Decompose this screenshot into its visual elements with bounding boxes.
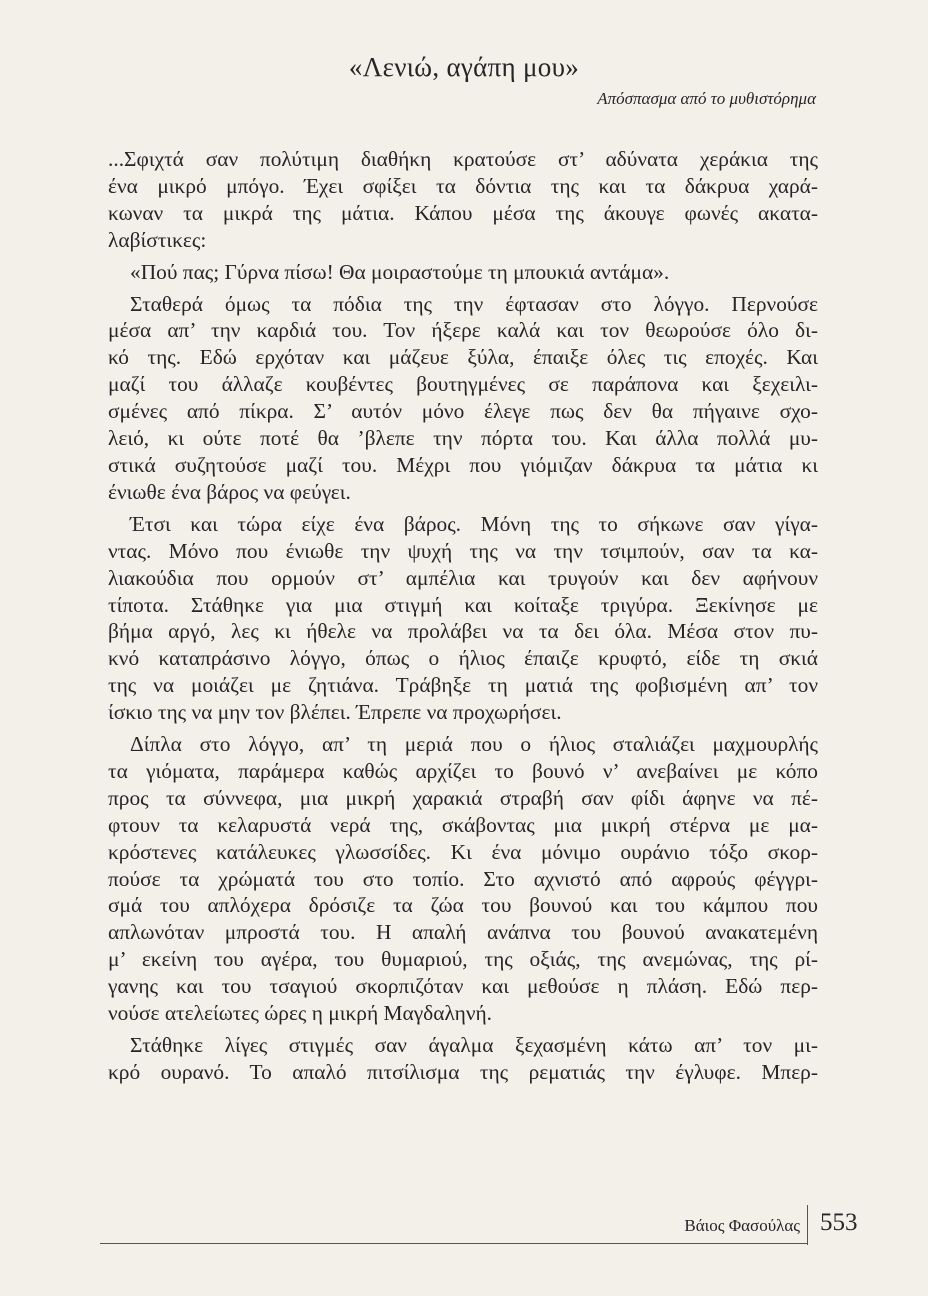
text-line: Δίπλα στο λόγγο, απ’ τη μεριά που ο ήλιος σταλιάζει μαχμουρλής — [130, 732, 818, 757]
text-line: ντας. Μόνο που ένιωθε την ψυχή της να την τσιμπούν, σαν τα κα- — [108, 538, 818, 563]
text-line: γανης και του τσαγιού σκορπιζόταν και μεθούσε η πλάση. Εδώ περ- — [108, 974, 818, 999]
text-line: σμά του απλόχερα δρόσιζε τα ζώα του βουνού και του κάμπου που — [108, 893, 818, 918]
text-line: ένιωθε ένα βάρος να φεύγει. — [108, 479, 351, 504]
footer-author: Βάιος Φασούλας — [684, 1216, 800, 1235]
paragraph — [108, 146, 818, 254]
text-line: τίποτα. Στάθηκε για μια στιγμή και κοίταξε τριγύρα. Ξεκίνησε με — [108, 592, 818, 617]
text-line: «Πού πας; Γύρνα πίσω! Θα μοιραστούμε τη μπουκιά αντάμα». — [130, 259, 670, 284]
text-line: βήμα αργό, λες κι ήθελε να προλάβει να τα δει όλα. Μέσα στον πυ- — [108, 619, 818, 644]
text-line: της να μοιάζει με ζητιάνα. Τράβηξε τη ματιά της φοβισμένη απ’ τον — [108, 673, 818, 698]
text-line: ίσκιο της να μην τον βλέπει. Έπρεπε να προχωρήσει. — [108, 700, 562, 725]
text-line: φτουν τα κελαρυστά νερά της, σκάβοντας μια μικρή στέρνα με μα- — [108, 812, 818, 837]
text-line: λαβίστικες: — [108, 227, 207, 252]
text-line: μαζί του άλλαζε κουβέντες βουτηγμένες σε παράπονα και ξεχειλι- — [108, 372, 818, 397]
text-line: μ’ εκείνη του αγέρα, του θυμαριού, της οξιάς, της ανεμώνας, της ρί- — [108, 947, 818, 972]
text-line: σμένες από πίκρα. Σ’ αυτόν μόνο έλεγε πως δεν θα πήγαινε σχο- — [108, 399, 818, 424]
footer-divider — [807, 1205, 808, 1245]
text-line: μέσα απ’ την καρδιά του. Τον ήξερε καλά και τον θεωρούσε όλο δι- — [108, 318, 818, 343]
paragraph — [108, 1032, 818, 1086]
paragraph — [108, 291, 818, 506]
text-line: ένα μικρό μπόγο. Έχει σφίξει τα δόντια της και τα δάκρυα χαρά- — [108, 173, 818, 198]
page-title: «Λενιώ, αγάπη μου» — [348, 52, 580, 82]
footer-rule — [100, 1243, 808, 1244]
text-line: κωναν τα μικρά της μάτια. Κάπου μέσα της άκουγε φωνές ακατα- — [108, 200, 818, 225]
text-line: απλωνόταν μπροστά του. Η απαλή ανάπνα του βουνού ανακατεμένη — [108, 920, 818, 945]
text-line: λιακούδια που ορμούν στ’ αμπέλια και τρυγούν και δεν αφήνουν — [108, 565, 818, 590]
paragraph — [108, 511, 818, 726]
text-line: κρόστενες κατάλευκες γλωσσίδες. Κι ένα μόνιμο ουράνιο τόξο σκορ- — [108, 839, 818, 864]
text-line: κνό καταπράσινο λόγγο, όπως ο ήλιος έπαιζε κρυφτό, είδε τη σκιά — [108, 646, 818, 671]
text-line: πούσε τα χρώματά του στο τοπίο. Στο αχνιστό από αφρούς φέγγρι- — [108, 866, 818, 891]
text-line: λειό, κι ούτε ποτέ θα ’βλεπε την πόρτα του. Και άλλα πολλά μυ- — [108, 426, 818, 451]
paragraph — [108, 731, 818, 1027]
text-line: τα γιόματα, παράμερα καθώς αρχίζει το βουνό ν’ ανεβαίνει με κόπο — [108, 758, 818, 783]
text-line: νούσε ατελείωτες ώρες η μικρή Μαγδαληνή. — [108, 1001, 493, 1026]
text-line: ...Σφιχτά σαν πολύτιμη διαθήκη κρατούσε στ’ αδύνατα χεράκια της — [108, 147, 818, 171]
text-line: κρό ουρανό. Το απαλό πιτσίλισμα της ρεματιάς την έγλυφε. Μπερ- — [108, 1059, 818, 1084]
paragraph — [108, 259, 818, 286]
text-line: κό της. Εδώ ερχόταν και μάζευε ξύλα, έπαιξε όλες τις εποχές. Και — [108, 345, 818, 370]
text-line: Έτσι και τώρα είχε ένα βάρος. Μόνη της το σήκωνε σαν γίγα- — [130, 511, 818, 536]
body-text — [108, 146, 818, 1091]
text-line: Στάθηκε λίγες στιγμές σαν άγαλμα ξεχασμένη κάτω απ’ τον μι- — [130, 1033, 818, 1057]
text-line: στικά συζητούσε μαζί του. Μέχρι που γιόμιζαν δάκρυα τα μάτια κι — [108, 452, 818, 477]
text-line: Σταθερά όμως τα πόδια της την έφτασαν στο λόγγο. Περνούσε — [130, 291, 818, 316]
page-subtitle: Απόσπασμα από το μυθιστόρημα — [597, 89, 816, 108]
page-number: 553 — [820, 1209, 858, 1236]
text-line: προς τα σύννεφα, μια μικρή χαρακιά στραβή σαν φίδι άφηνε να πέ- — [108, 785, 818, 810]
